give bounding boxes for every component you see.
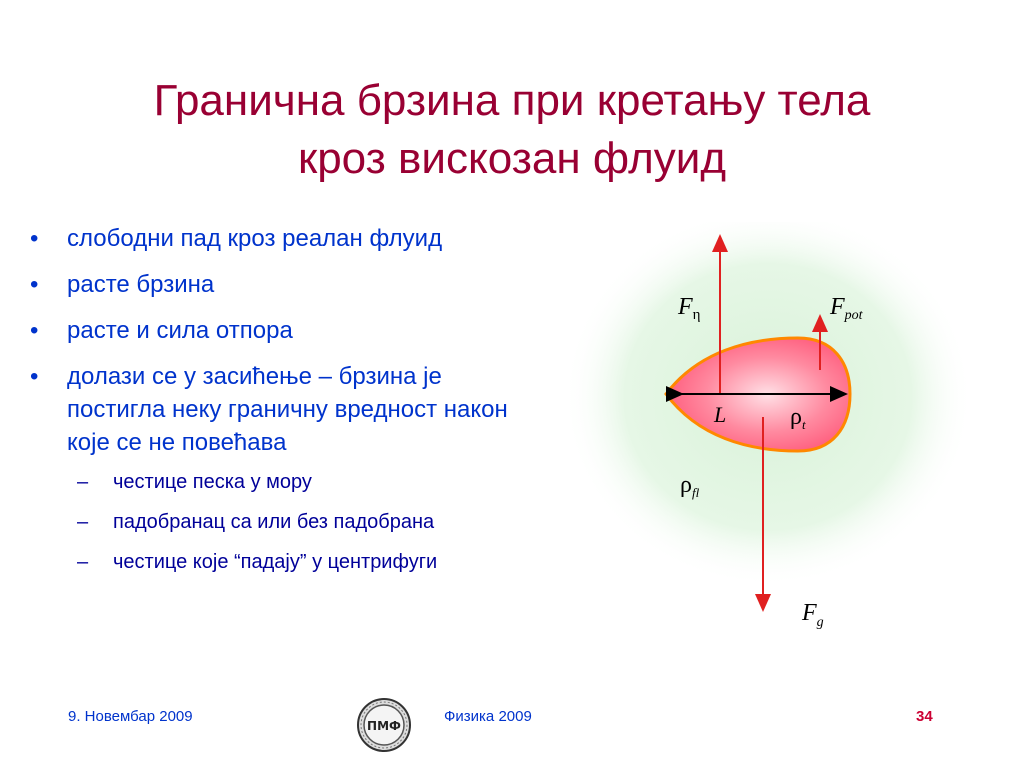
bullet-item-with-subs [30,360,530,575]
bullet-item: • слободни пад кроз реалан флуид [30,222,530,255]
bullet-list [30,222,530,589]
title-line-2: кроз вискозан флуид [297,134,727,183]
body-density-label: $\rho_t$ [790,404,806,432]
footer-course: Физика 2009 [444,708,532,725]
university-logo [356,697,412,753]
drag-force-label: $F_\eta$ [678,294,701,323]
sub-bullet-list [67,469,530,575]
svg-text:ПМФ: ПМФ [367,719,401,733]
slide-title [60,72,964,188]
bullet-text: долази се у засићење – брзина је постигла неку граничну вредност након које се не повећава [67,363,508,456]
length-label: L [714,402,727,427]
page-number: 34 [916,708,933,725]
force-diagram [558,222,988,642]
sub-bullet-item: – падобранац са или без падобрана [67,509,530,535]
gravity-force-label: $F_g$ [802,600,824,630]
sub-bullet-item: – честице које “падају” у центрифуги [67,549,530,575]
buoyancy-force-label: $F_{pot}$ [830,294,863,323]
bullet-item: • расте брзина [30,268,530,301]
title-line-1: Гранична брзина при кретању тела [153,76,871,125]
sub-bullet-item: – честице песка у мору [67,469,530,495]
bullet-item: • расте и сила отпора [30,314,530,347]
fluid-density-label: $\rho_{fl}$ [680,472,700,500]
footer-date: 9. Новембар 2009 [68,708,193,725]
